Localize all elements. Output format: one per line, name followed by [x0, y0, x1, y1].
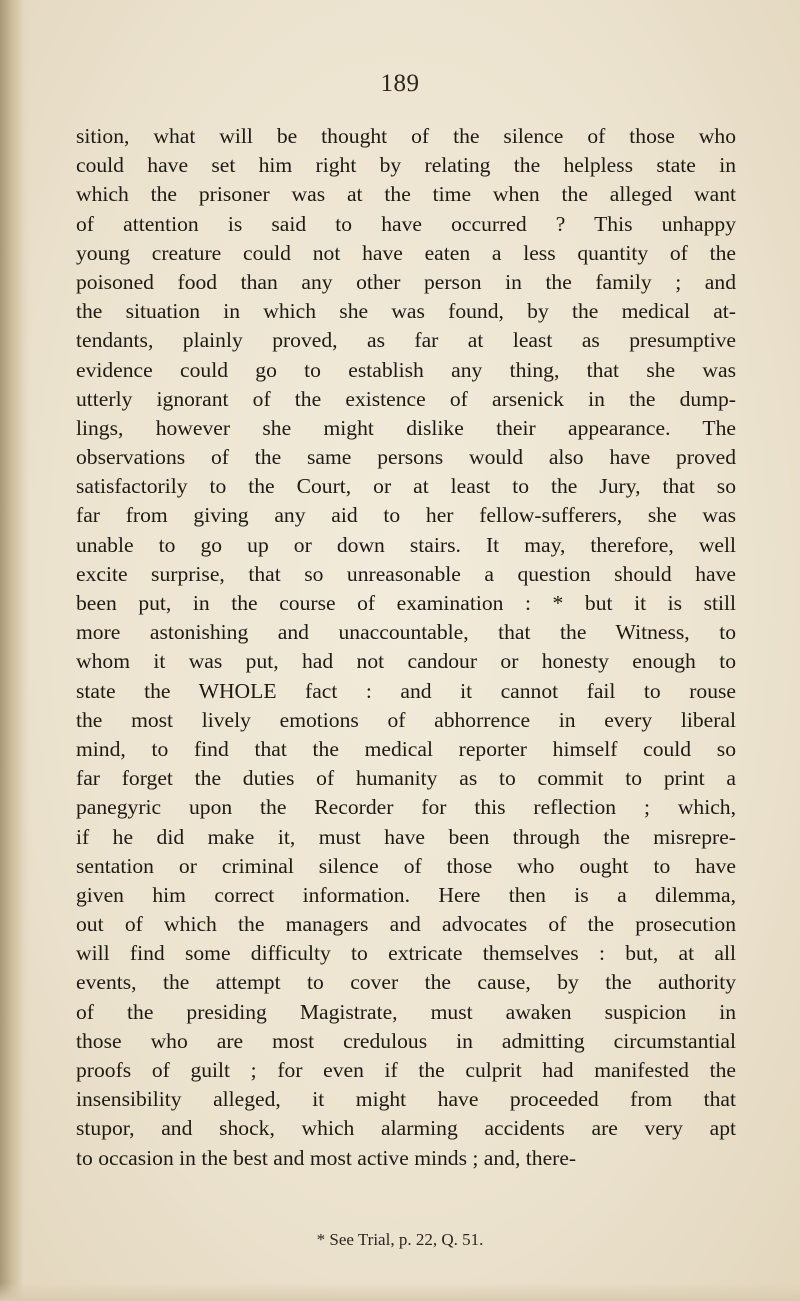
text-line: given him correct information. Here then is a dilemma,: [76, 882, 736, 907]
text-line: unable to go up or down stairs. It may, therefore, well: [76, 532, 736, 557]
text-line: the most lively emotions of abhorrence in every liberal: [76, 707, 736, 732]
text-line: could have set him right by relating the helpless state in: [76, 153, 736, 178]
text-line: sentation or criminal silence of those who ought to have: [76, 853, 736, 878]
text-line: stupor, and shock, which alarming accidents are very apt: [76, 1116, 736, 1141]
text-line: been put, in the course of examination : * but it is still: [76, 591, 736, 615]
text-line: evidence could go to establish any thing, that she was: [76, 357, 736, 382]
footnote: * See Trial, p. 22, Q. 51.: [316, 1230, 484, 1249]
text-line: observations of the same persons would also have proved: [76, 445, 736, 470]
text-line: mind, to find that the medical reporter himself could so: [76, 736, 736, 761]
text-line: whom it was put, had not candour or honesty enough to: [76, 649, 736, 674]
text-line: tendants, plainly proved, as far at least as presumptive: [76, 328, 736, 353]
text-line: more astonishing and unaccountable, that the Witness, to: [76, 620, 736, 645]
text-line: satisfactorily to the Court, or at least to the Jury, that so: [76, 474, 736, 499]
text-line: poisoned food than any other person in the family ; and: [76, 269, 736, 294]
text-line: far forget the duties of humanity as to commit to print a: [76, 766, 736, 791]
text-line: of attention is said to have occurred ? This unhappy: [76, 211, 736, 236]
text-line: events, the attempt to cover the cause, by the authority: [76, 970, 736, 995]
text-line: insensibility alleged, it might have proceeded from that: [76, 1087, 736, 1112]
text-line: proofs of guilt ; for even if the culprit had manifested the: [76, 1058, 736, 1082]
text-line: of the presiding Magistrate, must awaken suspicion in: [76, 999, 736, 1024]
text-line: those who are most credulous in admitting circumstantial: [76, 1028, 736, 1053]
text-line: the situation in which she was found, by the medical at-: [76, 299, 736, 324]
page-number: 189: [380, 70, 420, 97]
text-line: state the WHOLE fact : and it cannot fail to rouse: [76, 678, 736, 703]
text-line: excite surprise, that so unreasonable a question should have: [76, 561, 736, 586]
text-line: panegyric upon the Recorder for this reflection ; which,: [76, 795, 736, 820]
text-line: out of which the managers and advocates of the prosecution: [76, 912, 736, 937]
text-line: if he did make it, must have been through the misrepre-: [76, 824, 736, 849]
page-binding-shadow: [0, 0, 30, 1301]
text-line: sition, what will be thought of the silence of those who: [76, 124, 736, 148]
text-line: far from giving any aid to her fellow-sufferers, she was: [76, 503, 736, 528]
text-line: will find some difficulty to extricate themselves : but, at all: [76, 941, 736, 966]
text-line: to occasion in the best and most active minds ; and, there-: [76, 1145, 577, 1170]
text-line: lings, however she might dislike their appearance. The: [76, 415, 736, 440]
body-text: [76, 122, 736, 1173]
text-line: young creature could not have eaten a less quantity of the: [76, 240, 736, 265]
page-bottom-shadow: [0, 1283, 800, 1301]
text-line: utterly ignorant of the existence of arsenick in the dump-: [76, 386, 736, 411]
text-line: which the prisoner was at the time when the alleged want: [76, 182, 736, 207]
